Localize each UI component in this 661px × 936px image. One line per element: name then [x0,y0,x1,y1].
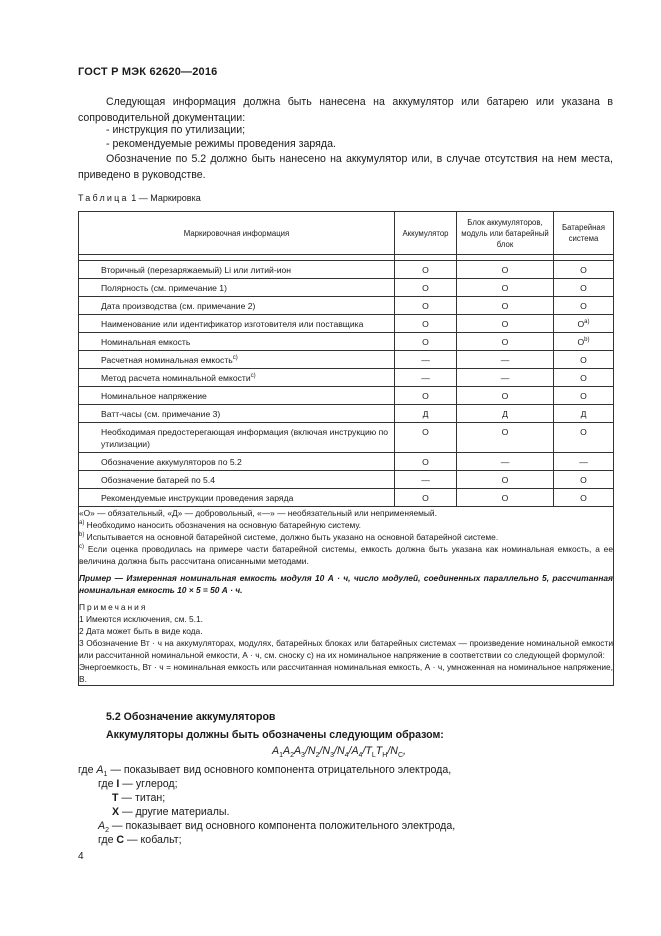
intro-list-item: - инструкция по утилизации; [106,124,246,136]
row-value: O [554,489,614,507]
row-value: O [395,453,457,471]
row-label: Номинальная емкость [79,333,395,351]
row-value: — [457,351,554,369]
table-row [79,405,614,423]
row-value: Д [457,405,554,423]
table-row [79,453,614,471]
row-value: O [395,423,457,453]
intro-list-item: - рекомендуемые режимы проведения заряда. [106,138,336,150]
intro-paragraph: Следующая информация должна быть нанесена на аккумулятор или батарею или указана в сопроводительной документации: [78,96,613,124]
footnote-text: Необходимо наносить обозначения на основную батарейную систему. [86,520,362,530]
table-caption-prefix: Таблица [78,193,129,203]
row-value: O [457,315,554,333]
footnote-marker: a) [79,520,85,527]
note-3: 3 Обозначение Вт · ч на аккумуляторах, модулях, батарейных блоках или батарейных системах — произведение номинальной емкости или рассчитанной номинальной емкости, А · ч, см. сноску c) на их номинальное напряжение в соответствии со следующей формулой: [79,638,613,660]
row-value: — [395,471,457,489]
table-row [79,387,614,405]
row-value: O [457,489,554,507]
row-value: — [395,351,457,369]
section-heading: 5.2 Обозначение аккумуляторов [106,711,276,723]
row-label: Метод расчета номинальной емкости$^{c)}$ [79,369,395,387]
row-value: O [395,387,457,405]
footnote-marker: c) [79,544,84,551]
table-row [79,315,614,333]
row-value: O [554,471,614,489]
row-label: Обозначение батарей по 5.4 [79,471,395,489]
definition-line: где $A_1$ — показывает вид основного компонента отрицательного электрода, [78,764,452,779]
row-value: O [457,423,554,453]
row-value: O [457,387,554,405]
row-value: O [457,333,554,351]
row-value: O [554,369,614,387]
row-value: O [554,279,614,297]
row-value: O [395,261,457,279]
footnote-a [79,519,613,531]
notes-title: Примечания [79,602,148,612]
row-label: Обозначение аккумуляторов по 5.2 [79,453,395,471]
footnote-marker: b) [79,532,85,539]
page-number: 4 [78,851,84,862]
table-row [79,471,614,489]
row-label: Рекомендуемые инструкции проведения заряда [79,489,395,507]
table-row [79,333,614,351]
row-value: $O^{b)}$ [554,333,614,351]
intro-paragraph: Обозначение по 5.2 должно быть нанесено на аккумулятор или, в случае отсутствия на нем места, приведено в руководстве. [78,153,613,181]
row-label: Необходимая предостерегающая информация (включая инструкцию по утилизации) [79,423,395,453]
row-value: Д [395,405,457,423]
row-value: — [457,369,554,387]
row-value: O [554,297,614,315]
table-caption-title: 1 — Маркировка [131,193,201,203]
table-row [79,261,614,279]
row-value: O [395,489,457,507]
table-row [79,351,614,369]
column-header: Блок аккумуляторов, модуль или батарейный блок [457,212,554,255]
row-value: O [554,387,614,405]
table-caption [78,193,201,203]
row-label: Наименование или идентификатор изготовителя или поставщика [79,315,395,333]
row-label: Ватт-часы (см. примечание 3) [79,405,395,423]
definition-line: X — другие материалы. [112,806,230,818]
section-lead: Аккумуляторы должны быть обозначены следующим образом: [106,729,444,741]
table-notes [79,507,614,686]
column-header: Батарейная система [554,212,614,255]
note-1: 1 Имеются исключения, см. 5.1. [79,614,203,624]
table-legend: «O» — обязательный, «Д» — добровольный, «—» — необязательный или неприменяемый. [79,508,437,518]
row-value: — [457,453,554,471]
row-value: O [457,279,554,297]
row-value: O [457,471,554,489]
row-value: — [554,453,614,471]
definition-line: где I — углерод; [98,778,178,790]
row-value: O [554,423,614,453]
footnote-text: Если оценка проводилась на примере части батарейной системы, емкость должна быть указана как номинальная емкость, а ее величина должна быть рассчитана описанными методами. [79,544,613,566]
table-row [79,369,614,387]
row-label: Номинальное напряжение [79,387,395,405]
row-value: O [457,261,554,279]
table-row [79,489,614,507]
row-value: $O^{a)}$ [554,315,614,333]
column-header: Маркировочная информация [79,212,395,255]
designation-formula: $A_1A_2A_3/N_2/N_3/N_4/A_4/T_LT_H/N_C$, [272,745,406,760]
row-value: Д [554,405,614,423]
definition-line: $A_2$ — показывает вид основного компонента положительного электрода, [98,820,456,835]
row-label: Расчетная номинальная емкость$^{c)}$ [79,351,395,369]
row-label: Вторичный (перезаряжаемый) Li или литий-ион [79,261,395,279]
footnote-b [79,531,613,543]
footnote-c [79,543,613,567]
column-header: Аккумулятор [395,212,457,255]
row-value: O [554,261,614,279]
table-example: Пример — Измеренная номинальная емкость модуля 10 А · ч, число модулей, соединенных параллельно 5, рассчитанная номинальная емкость 10 × 5 = 50 А · ч. [79,573,613,595]
row-label: Полярность (см. примечание 1) [79,279,395,297]
row-value: O [395,315,457,333]
row-value: — [395,369,457,387]
note-2: 2 Дата может быть в виде кода. [79,626,203,636]
row-value: O [554,351,614,369]
definition-line: T — титан; [112,792,166,804]
footnote-text: Испытывается на основной батарейной системе, должно быть указано на основной батарейной системе. [86,532,499,542]
standard-header: ГОСТ Р МЭК 62620—2016 [78,66,218,78]
row-value: O [395,297,457,315]
marking-table [78,211,614,686]
row-value: O [395,279,457,297]
table-row [79,423,614,453]
row-label: Дата производства (см. примечание 2) [79,297,395,315]
row-value: O [395,333,457,351]
table-row [79,279,614,297]
table-row [79,297,614,315]
note-3-formula: Энергоемкость, Вт · ч = номинальная емкость или рассчитанная номинальная емкость, А · ч, умноженная на номинальное напряжение, В. [79,662,613,684]
definition-line: где C — кобальт; [98,834,182,846]
row-value: O [457,297,554,315]
